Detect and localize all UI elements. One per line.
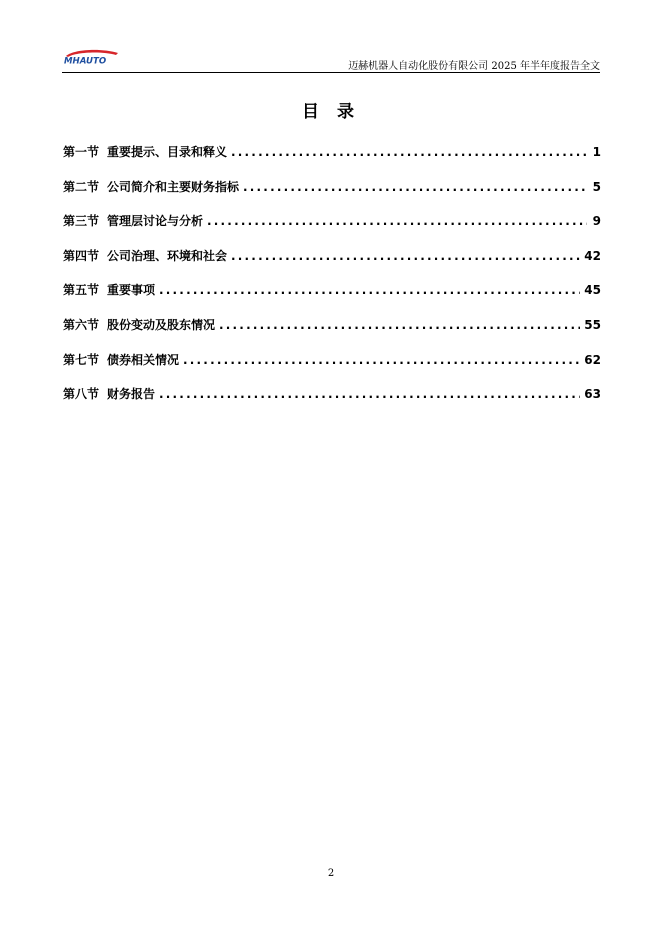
toc-row[interactable] [63, 316, 601, 351]
toc-page-number: 9 [592, 214, 601, 229]
toc-section-number: 第一节 [63, 145, 100, 159]
header-title: 迈赫机器人自动化股份有限公司 2025 年半年度报告全文 [348, 61, 600, 72]
toc-leader-dots [231, 249, 580, 263]
toc-section-number: 第四节 [63, 248, 100, 263]
toc-section-name: 公司简介和主要财务指标 [107, 179, 240, 194]
toc-page-number: 5 [592, 179, 601, 194]
toc-section-name: 重要事项 [107, 283, 156, 298]
toc-page-number: 63 [584, 387, 601, 402]
toc-leader-dots [183, 353, 580, 367]
toc-leader-dots [159, 283, 580, 297]
toc-section-name: 管理层讨论与分析 [107, 214, 204, 229]
toc-page-number: 42 [584, 248, 601, 263]
page-number: 2 [327, 868, 335, 879]
toc-leader-dots [207, 214, 587, 228]
toc-section-number: 第六节 [63, 317, 100, 332]
toc-section-name: 公司治理、环境和社会 [107, 248, 228, 263]
toc-page-number: 1 [592, 145, 601, 159]
toc-page-number: 62 [584, 352, 601, 367]
toc-section-name: 财务报告 [107, 387, 156, 402]
toc-row[interactable] [63, 212, 601, 247]
table-of-contents [63, 143, 601, 420]
toc-section-name: 重要提示、目录和释义 [107, 145, 228, 159]
toc-row[interactable] [63, 385, 601, 420]
toc-leader-dots [159, 387, 580, 401]
toc-section-name: 债券相关情况 [107, 352, 180, 367]
toc-leader-dots [219, 318, 580, 332]
svg-text:MHAUTO: MHAUTO [64, 56, 107, 66]
toc-section-number: 第二节 [63, 179, 100, 194]
toc-section-number: 第五节 [63, 283, 100, 298]
toc-leader-dots [243, 180, 587, 194]
toc-section-number: 第三节 [63, 214, 100, 229]
toc-row[interactable] [63, 351, 601, 386]
toc-row[interactable] [63, 281, 601, 316]
toc-section-number: 第八节 [63, 387, 100, 402]
toc-leader-dots [231, 145, 587, 159]
toc-section-number: 第七节 [63, 352, 100, 367]
toc-title: 目 录 [302, 102, 360, 122]
toc-page-number: 45 [584, 283, 601, 298]
company-logo [62, 48, 122, 66]
toc-row[interactable] [63, 178, 601, 213]
toc-section-name: 股份变动及股东情况 [107, 317, 216, 332]
page-header [62, 42, 600, 73]
toc-row[interactable] [63, 143, 601, 178]
toc-page-number: 55 [584, 317, 601, 332]
toc-row[interactable] [63, 247, 601, 282]
